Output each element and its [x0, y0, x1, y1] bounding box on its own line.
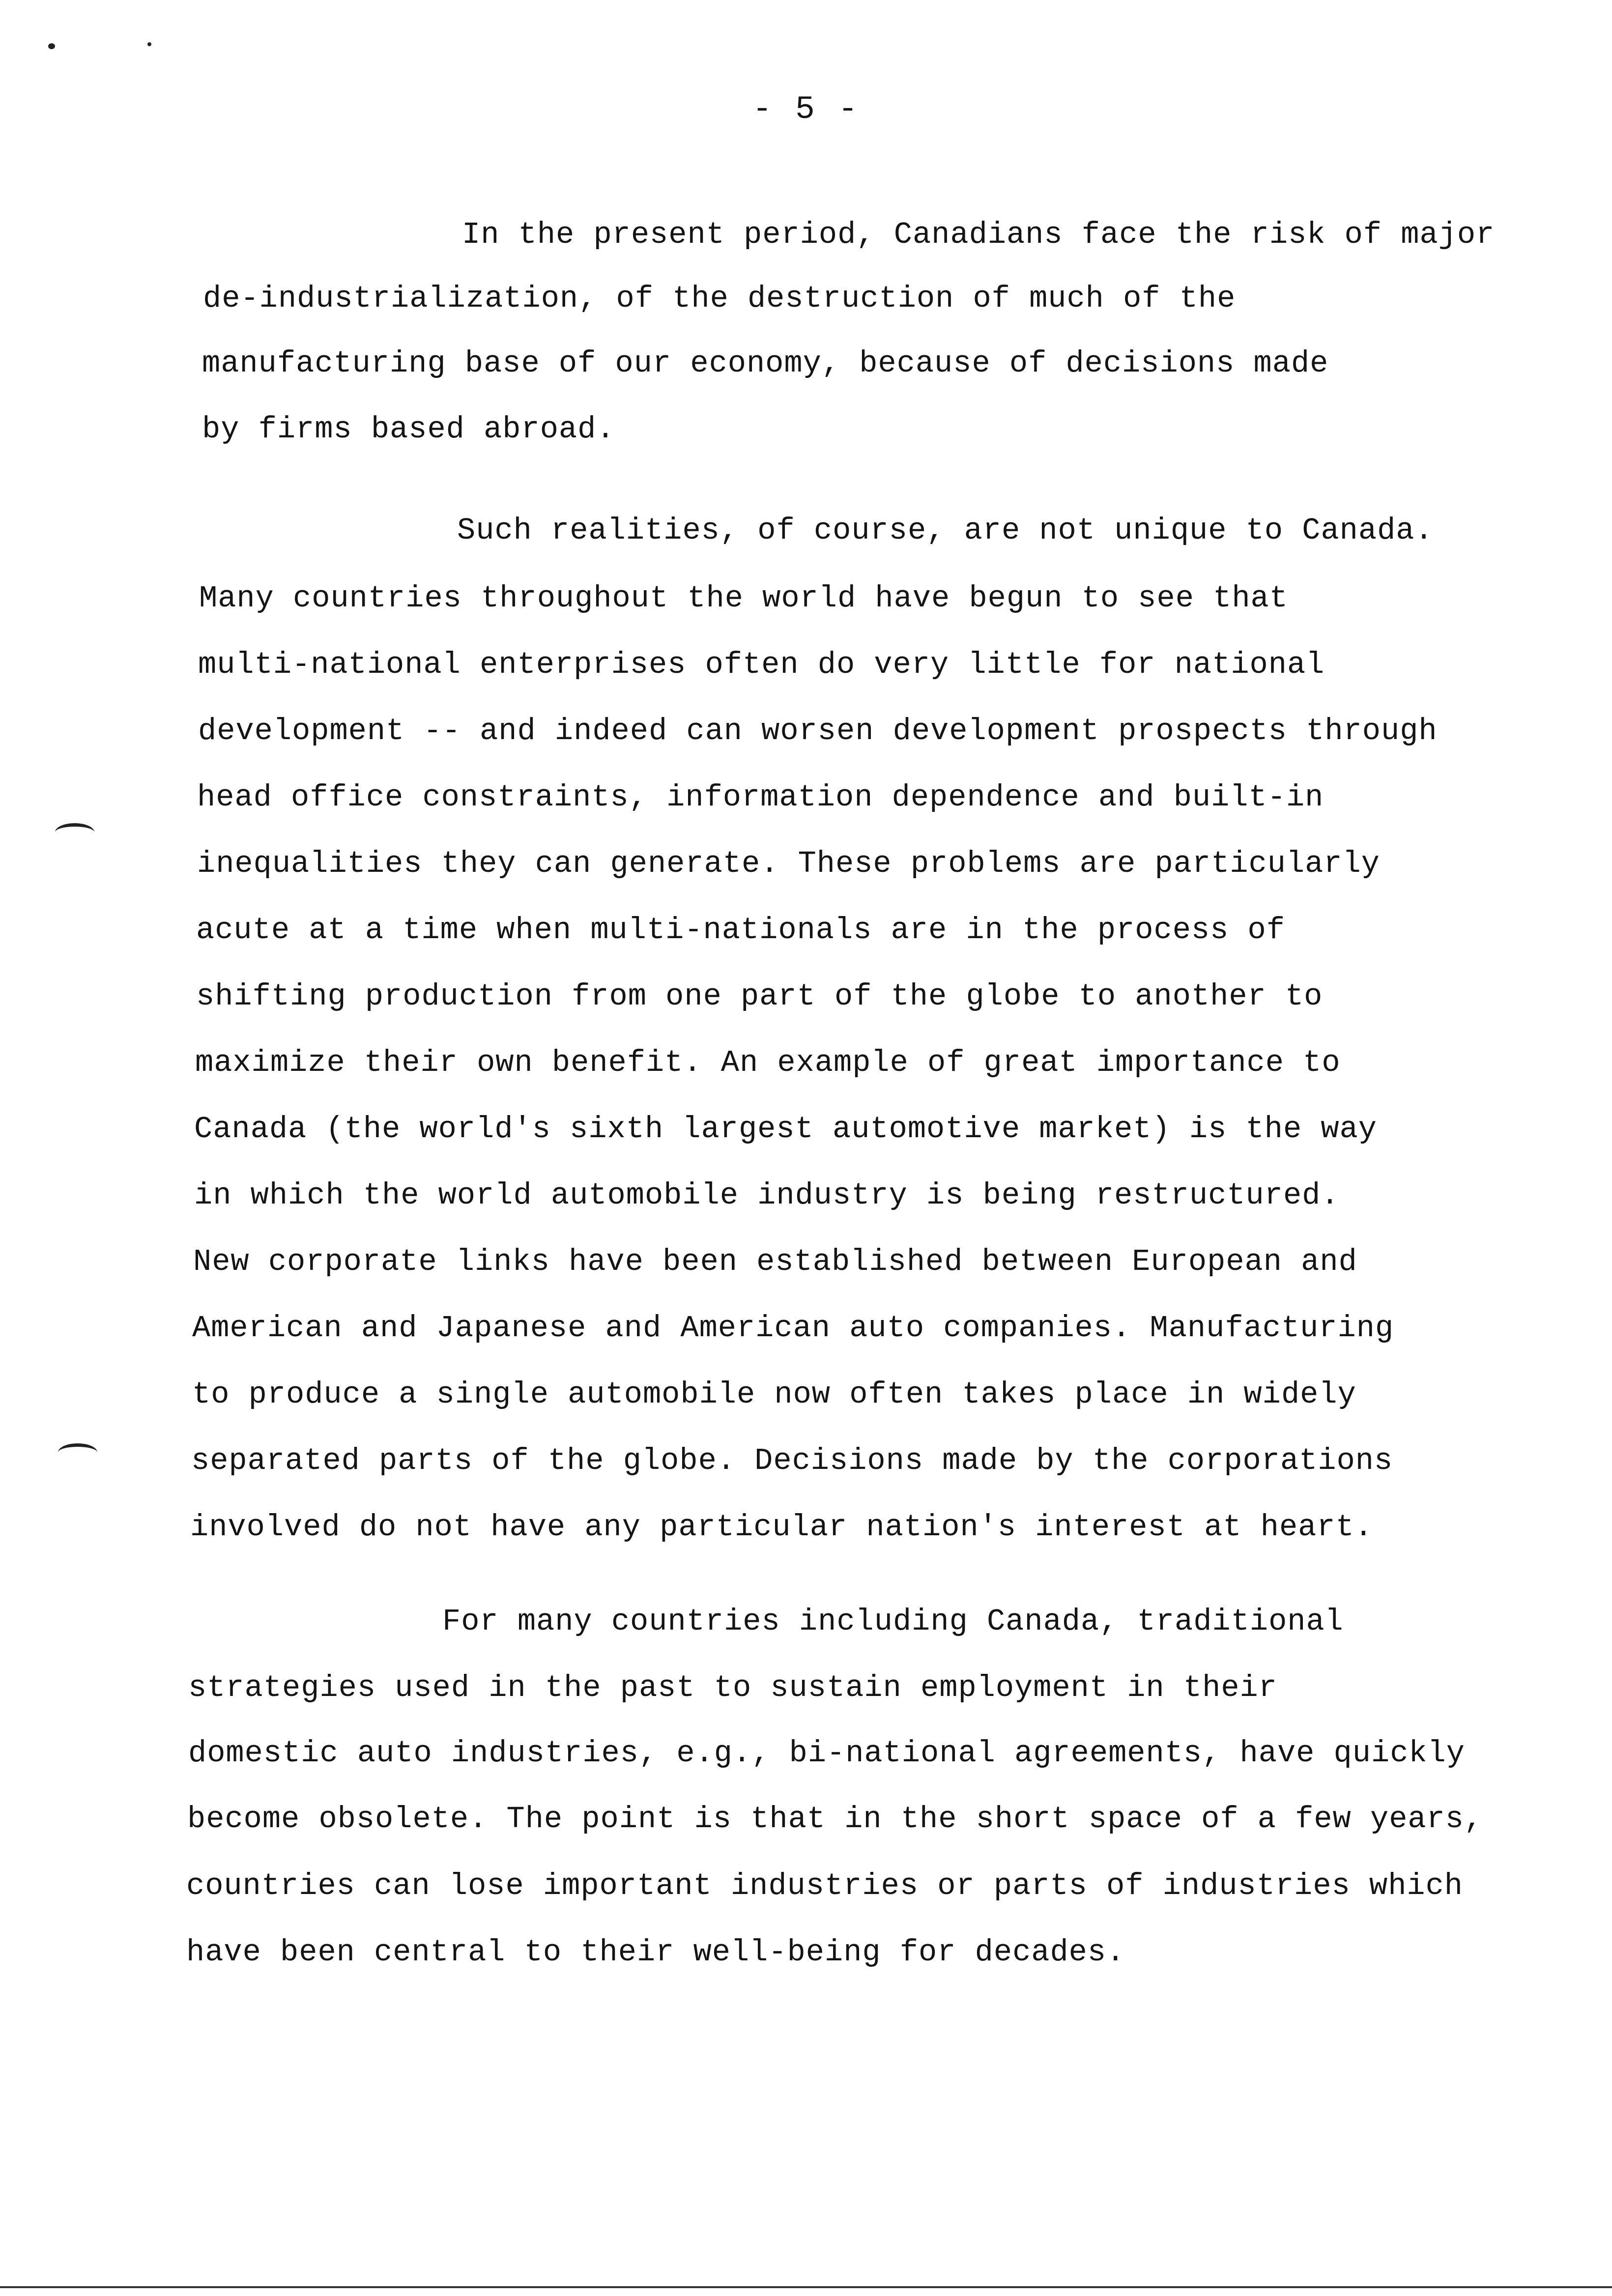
text-line: New corporate links have been established between European and — [193, 1244, 1357, 1279]
text-line: In the present period, Canadians face the risk of major — [462, 217, 1495, 252]
text-line: in which the world automobile industry is being restructured. — [194, 1178, 1340, 1213]
text-line: multi-national enterprises often do very little for national — [198, 647, 1325, 682]
text-line: head office constraints, information dependence and built-in — [197, 780, 1324, 815]
text-line: Many countries throughout the world have begun to see that — [199, 581, 1288, 616]
text-line: acute at a time when multi-nationals are in the process of — [196, 913, 1285, 947]
text-line: For many countries including Canada, traditional — [442, 1604, 1344, 1639]
text-line: by firms based abroad. — [202, 412, 615, 447]
text-line: shifting production from one part of the globe to another to — [196, 979, 1323, 1014]
text-line: American and Japanese and American auto companies. Manufacturing — [192, 1311, 1394, 1346]
text-line: development -- and indeed can worsen development prospects through — [198, 714, 1438, 748]
punch-hole-mark — [55, 823, 94, 841]
text-line: manufacturing base of our economy, because of decisions made — [202, 346, 1329, 381]
text-line: Such realities, of course, are not unique to Canada. — [457, 513, 1434, 548]
text-line: Canada (the world's sixth largest automotive market) is the way — [194, 1112, 1377, 1147]
text-line: de-industrialization, of the destruction of much of the — [203, 281, 1236, 316]
scan-speck — [147, 42, 151, 46]
text-line: involved do not have any particular nation's interest at heart. — [190, 1510, 1373, 1545]
text-line: become obsolete. The point is that in the short space of a few years, — [187, 1802, 1483, 1837]
text-line: strategies used in the past to sustain employment in their — [188, 1670, 1277, 1705]
text-line: countries can lose important industries or parts of industries which — [186, 1868, 1464, 1903]
text-line: maximize their own benefit. An example of great importance to — [195, 1045, 1341, 1080]
punch-hole-mark — [58, 1443, 97, 1462]
scan-speck — [48, 43, 55, 49]
page-bottom-edge — [0, 2286, 1612, 2288]
text-line: separated parts of the globe. Decisions made by the corporations — [191, 1443, 1393, 1478]
text-line: domestic auto industries, e.g., bi-national agreements, have quickly — [188, 1736, 1466, 1771]
text-line: have been central to their well-being for decades. — [186, 1935, 1125, 1970]
text-line: to produce a single automobile now often takes place in widely — [192, 1377, 1356, 1412]
page-number: - 5 - — [752, 91, 860, 128]
text-line: inequalities they can generate. These problems are particularly — [197, 846, 1380, 881]
